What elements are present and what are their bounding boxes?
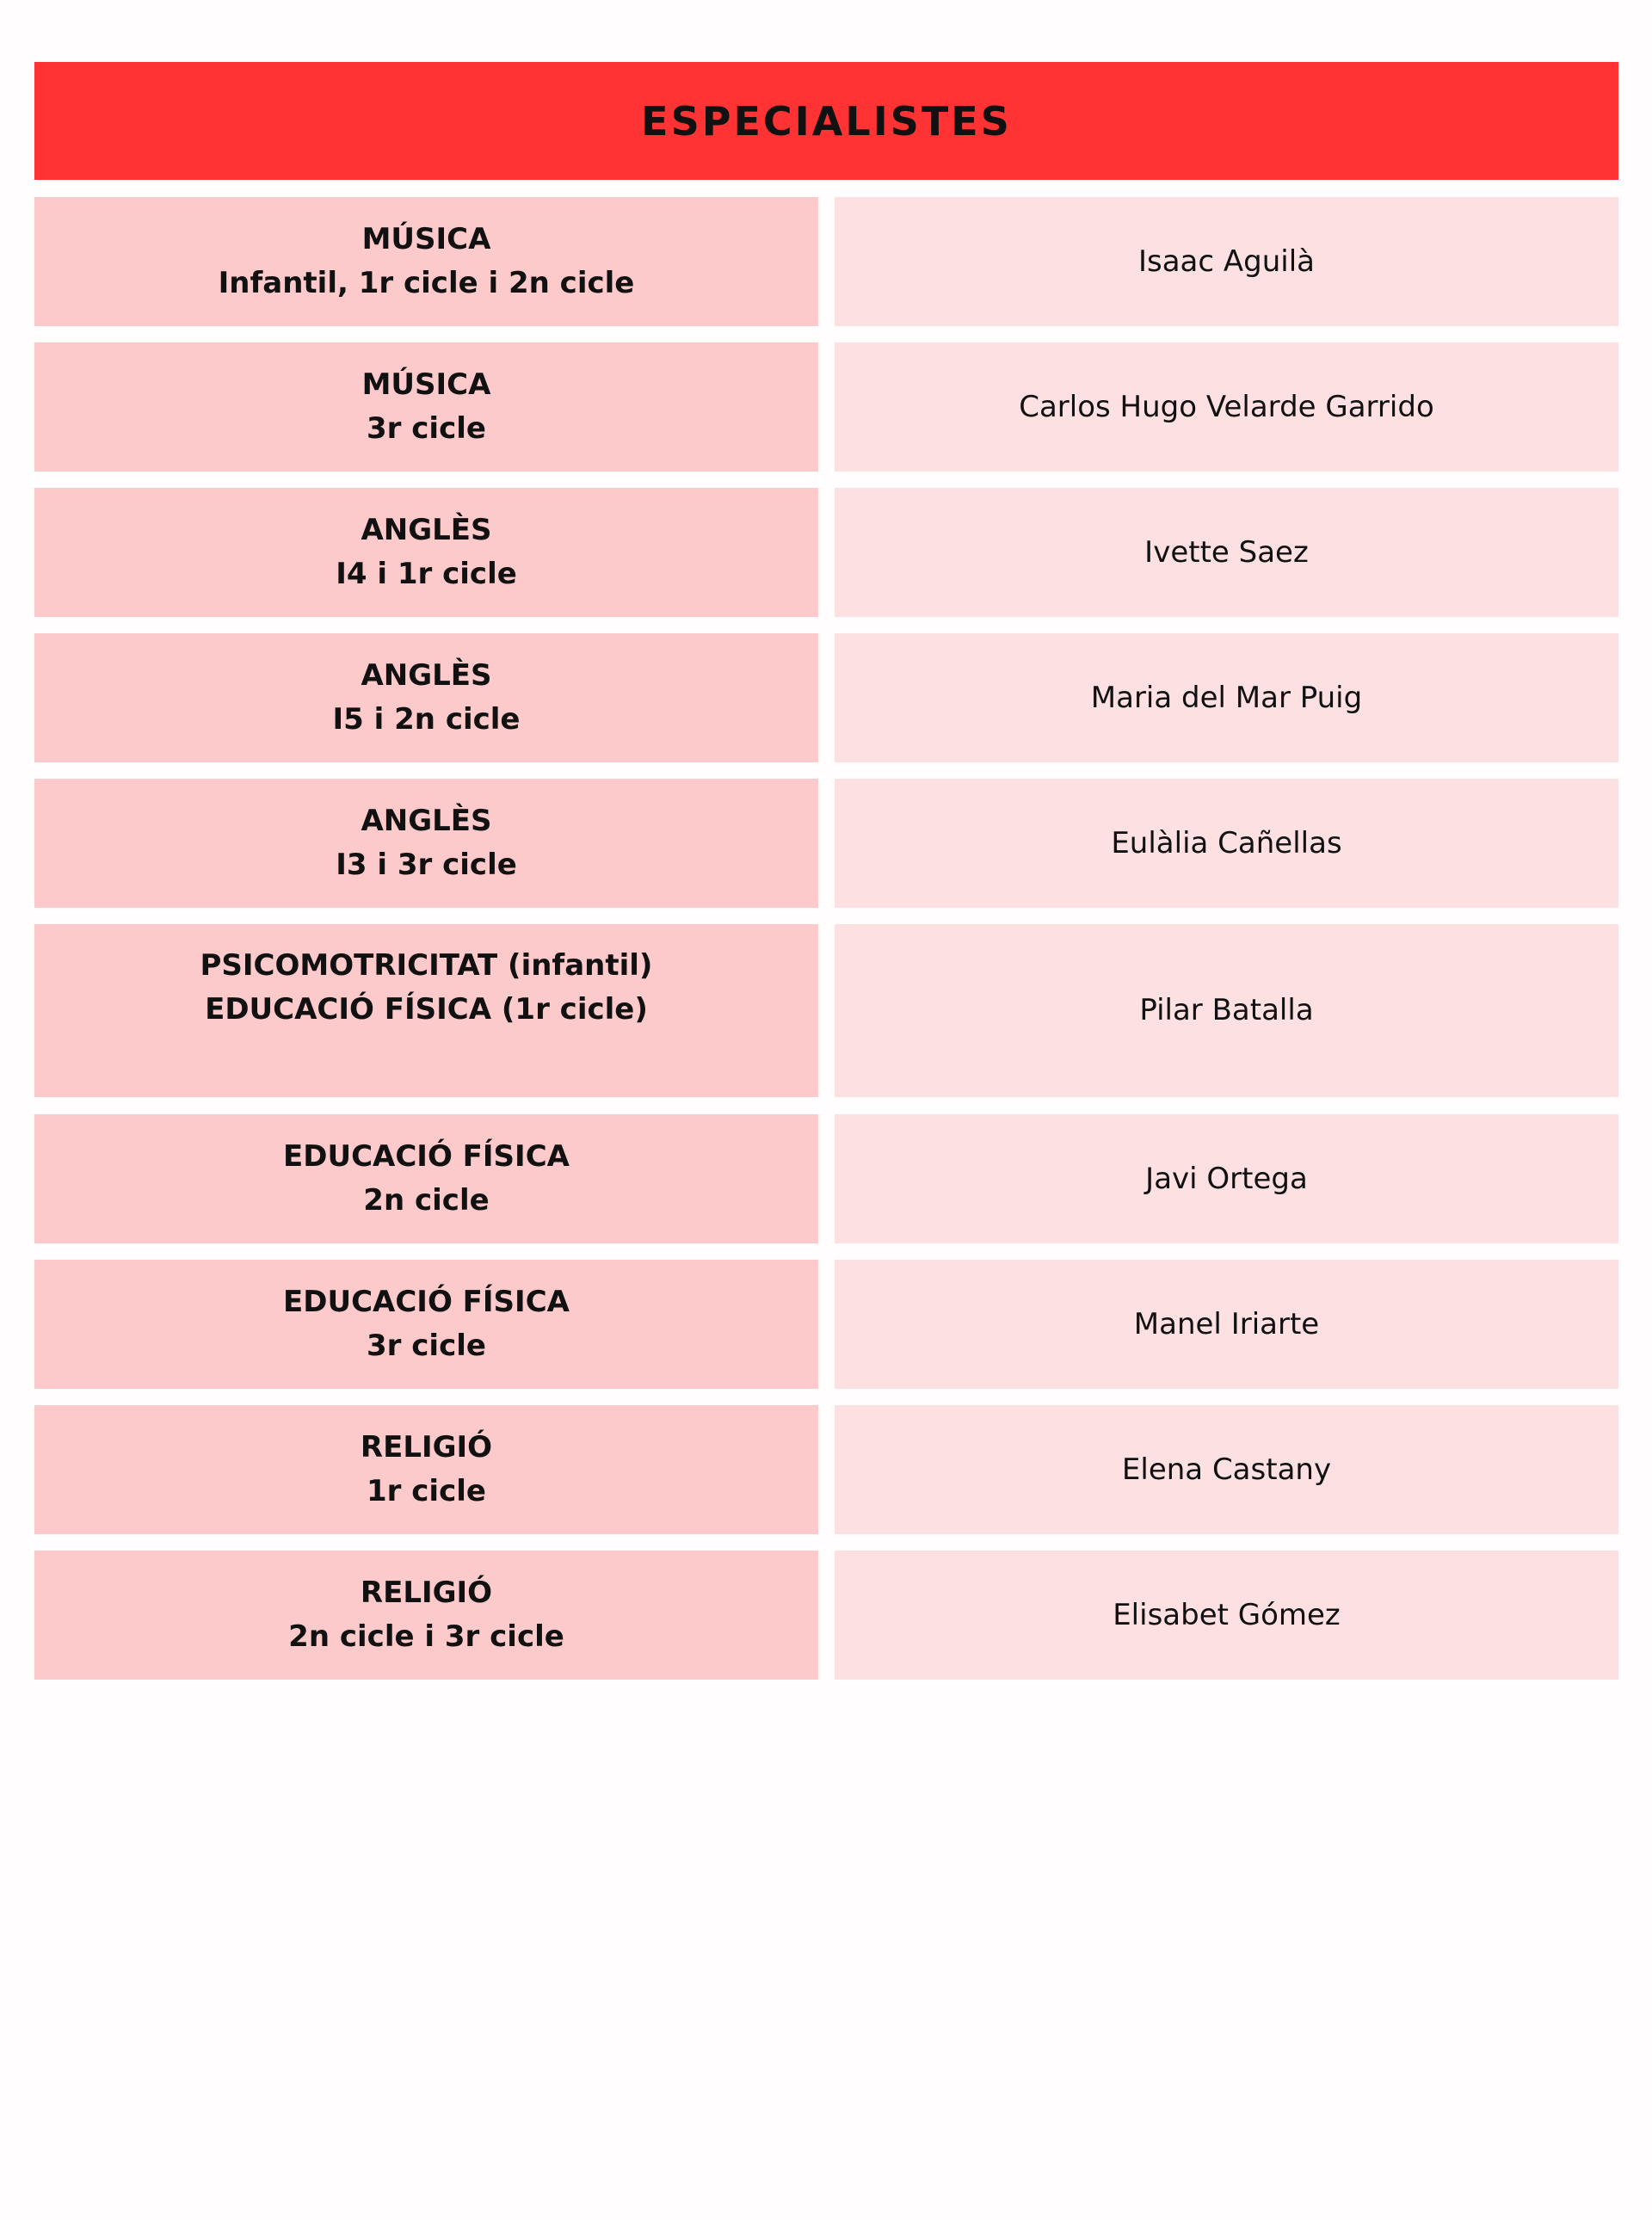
group-label: EDUCACIÓ FÍSICA (1r cicle)	[205, 992, 648, 1027]
teacher-name: Eulàlia Cañellas	[1111, 825, 1342, 860]
teacher-name: Elena Castany	[1121, 1452, 1332, 1487]
table-row	[34, 779, 1618, 908]
subject-cell	[34, 924, 818, 1097]
table-row	[34, 488, 1618, 617]
subject-cell	[34, 1405, 818, 1534]
table-row	[34, 1551, 1618, 1680]
teacher-cell	[835, 1551, 1618, 1680]
group-label: 1r cicle	[367, 1474, 486, 1508]
table-row	[34, 924, 1618, 1097]
table-row	[34, 633, 1618, 762]
subject-cell	[34, 1551, 818, 1680]
teacher-cell	[835, 1405, 1618, 1534]
teacher-name: Carlos Hugo Velarde Garrido	[1019, 389, 1434, 424]
subject-label: MÚSICA	[361, 222, 491, 256]
teacher-cell	[835, 633, 1618, 762]
subject-label: EDUCACIÓ FÍSICA	[283, 1285, 570, 1319]
group-label: 2n cicle	[363, 1183, 490, 1218]
subject-label: EDUCACIÓ FÍSICA	[283, 1139, 570, 1174]
group-label: Infantil, 1r cicle i 2n cicle	[218, 266, 635, 300]
teacher-cell	[835, 342, 1618, 472]
teacher-cell	[835, 197, 1618, 326]
group-label: I4 i 1r cicle	[336, 557, 517, 591]
subject-cell	[34, 197, 818, 326]
teacher-name: Pilar Batalla	[1139, 993, 1314, 1027]
teacher-cell	[835, 488, 1618, 617]
subject-label: ANGLÈS	[361, 804, 492, 838]
teacher-name: Javi Ortega	[1145, 1161, 1308, 1196]
teacher-name: Manel Iriarte	[1133, 1306, 1320, 1341]
teacher-cell	[835, 1260, 1618, 1389]
subject-cell	[34, 633, 818, 762]
subject-cell	[34, 342, 818, 472]
subject-label: PSICOMOTRICITAT (infantil)	[200, 948, 653, 983]
subject-cell	[34, 779, 818, 908]
group-label: 2n cicle i 3r cicle	[288, 1619, 564, 1654]
subject-label: RELIGIÓ	[360, 1576, 493, 1610]
subject-cell	[34, 1114, 818, 1243]
table-row	[34, 1405, 1618, 1534]
table-row	[34, 1260, 1618, 1389]
subject-label: ANGLÈS	[361, 513, 492, 547]
teacher-name: Isaac Aguilà	[1137, 244, 1316, 279]
teacher-name: Elisabet Gómez	[1113, 1597, 1341, 1632]
table-row	[34, 342, 1618, 472]
header-banner	[34, 62, 1618, 180]
teacher-cell	[835, 924, 1618, 1097]
subject-label: ANGLÈS	[361, 658, 492, 693]
teacher-cell	[835, 1114, 1618, 1243]
group-label: 3r cicle	[367, 411, 486, 446]
group-label: I5 i 2n cicle	[332, 702, 521, 737]
subject-cell	[34, 488, 818, 617]
specialists-table	[34, 197, 1618, 1696]
group-label: 3r cicle	[367, 1329, 486, 1363]
teacher-name: Ivette Saez	[1144, 534, 1309, 570]
subject-label: RELIGIÓ	[360, 1430, 493, 1465]
group-label: I3 i 3r cicle	[336, 848, 517, 882]
subject-label: MÚSICA	[361, 367, 491, 402]
page-title: ESPECIALISTES	[641, 97, 1012, 145]
teacher-name: Maria del Mar Puig	[1090, 680, 1363, 715]
table-row	[34, 1114, 1618, 1243]
table-row	[34, 197, 1618, 326]
subject-cell	[34, 1260, 818, 1389]
teacher-cell	[835, 779, 1618, 908]
